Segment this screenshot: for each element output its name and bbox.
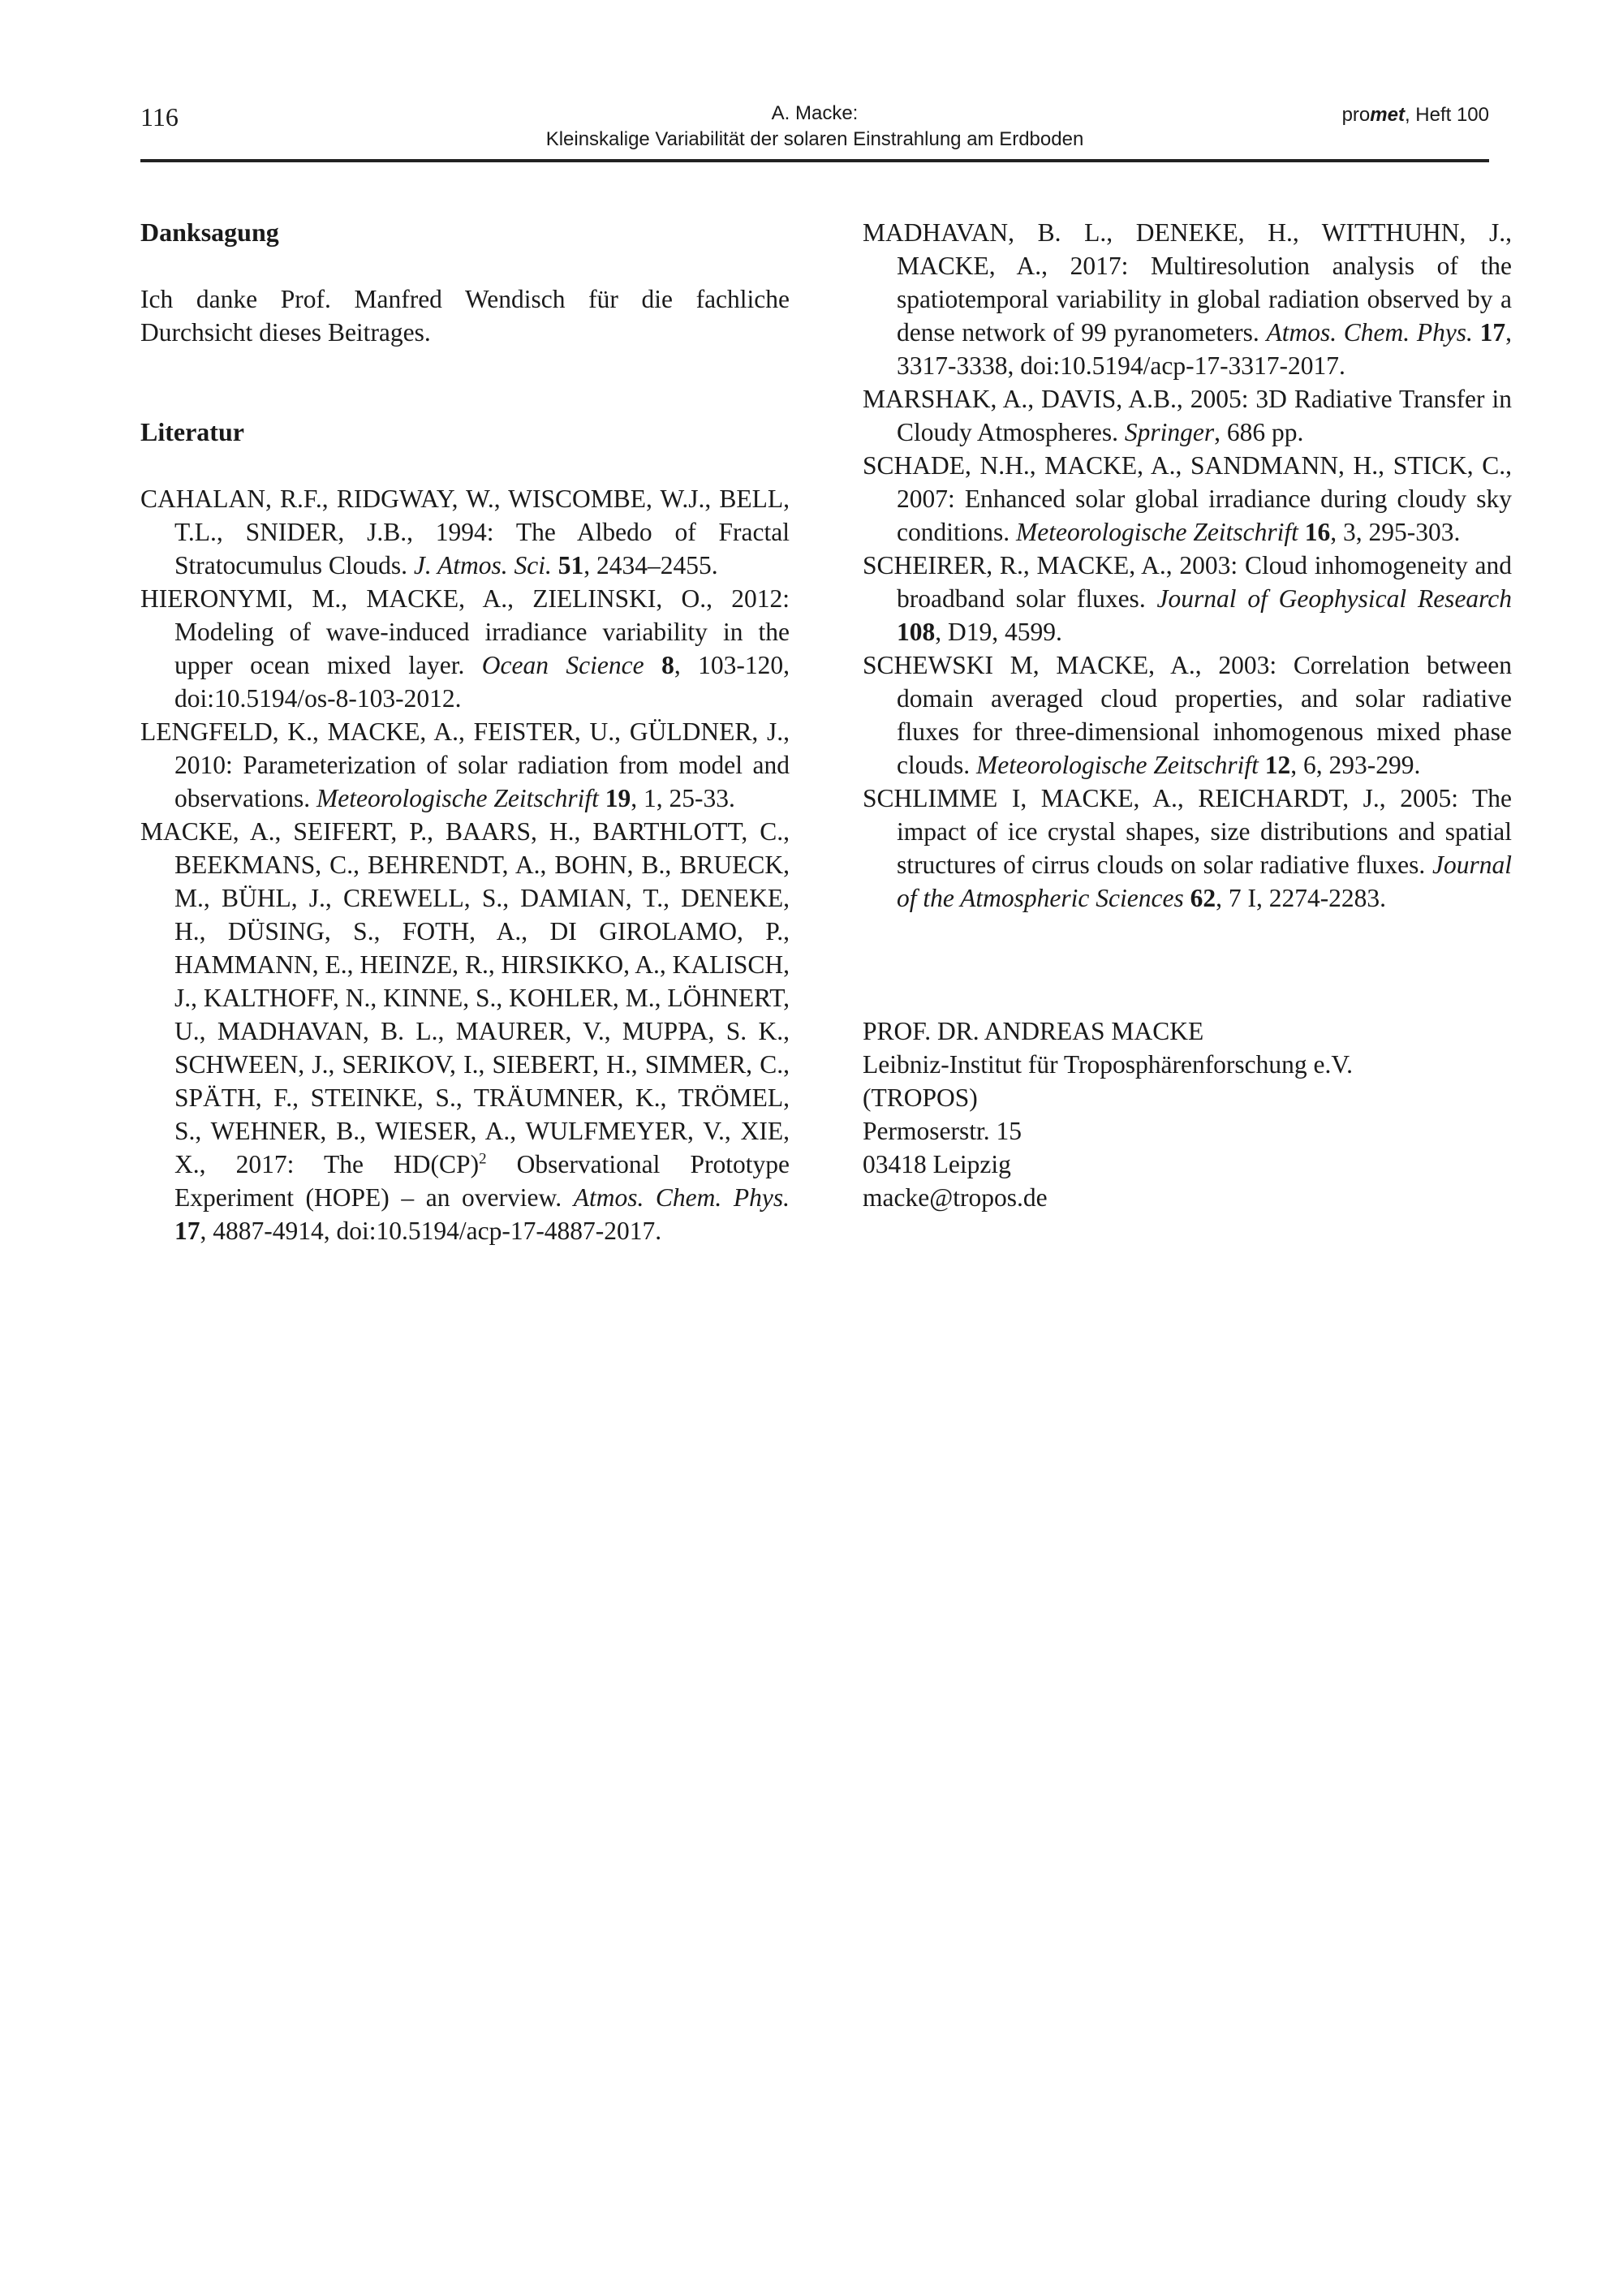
- running-author: A. Macke:: [771, 102, 859, 124]
- reference-item: MARSHAK, A., DAVIS, A.B., 2005: 3D Radiative Transfer in Cloudy Atmospheres. Springer, 686 pp.: [863, 385, 1512, 446]
- street-address: Permoserstr. 15: [863, 1117, 1022, 1145]
- reference-item: SCHLIMME I, MACKE, A., REICHARDT, J., 2005: The impact of ice crystal shapes, size distributions and spatial structures of cirrus clouds on solar radiative fluxes. Journal of the Atmospheric Sciences 62, 7 I, 2274-2283.: [863, 784, 1512, 912]
- reference-item: MACKE, A., SEIFERT, P., BAARS, H., BARTHLOTT, C., BEEKMANS, C., BEHRENDT, A., BOHN, B., BRUECK, M., BÜHL, J., CREWELL, S., DAMIAN, T., DENEKE, H., DÜSING, S., FOTH, A., DI GIROLAMO, P., HAMMANN, E., HEINZE, R., HIRSIKKO, A., KALISCH, J., KALTHOFF, N., KINNE, S., KOHLER, M., LÖHNERT, U., MADHAVAN, B. L., MAURER, V., MUPPA, S. K., SCHWEEN, J., SERIKOV, I., SIEBERT, H., SIMMER, C., SPÄTH, F., STEINKE, S., TRÄUMNER, K., TRÖMEL, S., WEHNER, B., WIESER, A., WULFMEYER, V., XIE, X., 2017: The HD(CP)$^2$ Observational Prototype Experiment (HOPE) – an overview. Atmos. Chem. Phys. 17, 4887-4914, doi:10.5194/acp-17-4887-2017.: [140, 817, 790, 1245]
- literature-heading: Literatur: [140, 417, 244, 446]
- page-number: 116: [140, 102, 179, 131]
- reference-item: CAHALAN, R.F., RIDGWAY, W., WISCOMBE, W.J., BELL, T.L., SNIDER, J.B., 1994: The Albedo of Fractal Stratocumulus Clouds. J. Atmos. Sci. 51, 2434–2455.: [140, 485, 790, 579]
- page-header: [140, 96, 1489, 162]
- acknowledgement-text: Ich danke Prof. Manfred Wendisch für die fachliche Durchsicht dieses Beitrages.: [140, 285, 790, 347]
- running-article-title: Kleinskalige Variabilität der solaren Einstrahlung am Erdboden: [545, 128, 1084, 150]
- right-column: [863, 216, 1512, 1214]
- left-column: [140, 216, 790, 1247]
- email: macke@tropos.de: [863, 1183, 1048, 1212]
- journal-brand: met: [1370, 104, 1405, 126]
- journal-issue: [1342, 104, 1489, 127]
- reference-item: LENGFELD, K., MACKE, A., FEISTER, U., GÜLDNER, J., 2010: Parameterization of solar radiation from model and observations. Meteorologische Zeitschrift 19, 1, 25-33.: [140, 717, 790, 812]
- institute-abbreviation: (TROPOS): [863, 1083, 978, 1112]
- reference-item: SCHEWSKI M, MACKE, A., 2003: Correlation between domain averaged cloud properties, and solar radiative fluxes for three-dimensional inhomogenous mixed phase clouds. Meteorologische Zeitschrift 12, 6, 293-299.: [863, 651, 1512, 779]
- author-address: [863, 1014, 1512, 1214]
- reference-list-left: [140, 482, 790, 1247]
- acknowledgement-heading: Danksagung: [140, 218, 279, 247]
- reference-item: SCHADE, N.H., MACKE, A., SANDMANN, H., STICK, C., 2007: Enhanced solar global irradiance during cloudy sky conditions. Meteorologische Zeitschrift 16, 3, 295-303.: [863, 451, 1512, 546]
- reference-item: HIERONYMI, M., MACKE, A., ZIELINSKI, O., 2012: Modeling of wave-induced irradiance variability in the upper ocean mixed layer. Ocean Science 8, 103-120, doi:10.5194/os-8-103-2012.: [140, 584, 790, 713]
- reference-item: SCHEIRER, R., MACKE, A., 2003: Cloud inhomogeneity and broadband solar fluxes. Journal of Geophysical Research 108, D19, 4599.: [863, 551, 1512, 646]
- city: 03418 Leipzig: [863, 1150, 1011, 1178]
- institute-name: Leibniz-Institut für Troposphärenforschung e.V.: [863, 1050, 1353, 1079]
- issue-label: , Heft 100: [1404, 104, 1489, 126]
- journal-prefix: pro: [1341, 104, 1371, 126]
- reference-item: MADHAVAN, B. L., DENEKE, H., WITTHUHN, J., MACKE, A., 2017: Multiresolution analysis of the spatiotemporal variability in global radiation observed by a dense network of 99 pyranometers. Atmos. Chem. Phys. 17, 3317-3338, doi:10.5194/acp-17-3317-2017.: [863, 218, 1513, 380]
- reference-list-right: [863, 216, 1512, 915]
- author-name: PROF. DR. ANDREAS MACKE: [863, 1017, 1204, 1045]
- running-title: [140, 101, 1489, 153]
